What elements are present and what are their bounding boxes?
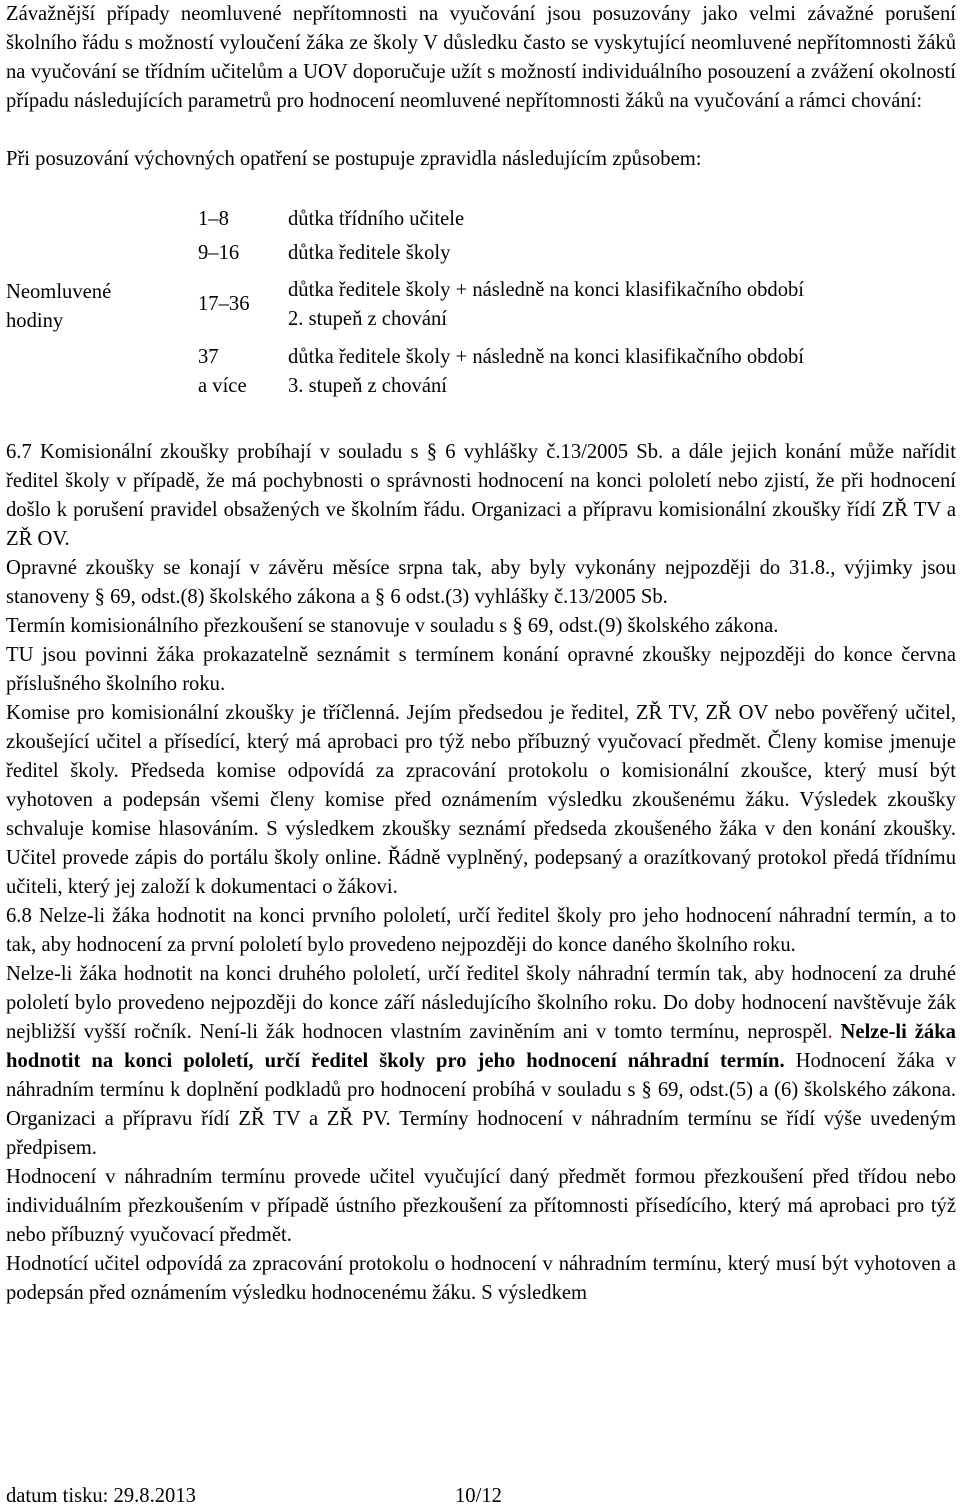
teacher-notice-paragraph: TU jsou povinni žáka prokazatelně seznámit s termínem konání opravné zkoušky nejpozději do konce června příslušného školního roku.	[6, 644, 956, 695]
protocol-paragraph: Hodnotící učitel odpovídá za zpracování protokolu o hodnocení v náhradním termínu, který musí být vyhotoven a podepsán před oznámením výsledku hodnocenému žáku. S výsledkem	[6, 1253, 956, 1304]
commission-paragraph: Komise pro komisionální zkoušky je tříčlenná. Jejím předsedou je ředitel, ZŘ TV, ZŘ OV nebo pověřený učitel, zkoušející učitel a přísedící, který má aprobaci pro týž nebo příbuzný vyučovací předmět. Členy komise jmenuje ředitel školy. Předseda komise odpovídá za zpracování protokolu o komisionální zkoušce, který musí být vyhotoven a podepsán všemi členy komise před oznámením výsledku zkoušenému žáku. Výsledek zkoušky schvaluje komise hlasováním. S výsledkem zkoušky seznámí předseda zkoušeného žáka v den konání zkoušky. Učitel provede zápis do portálu školy online. Řádně vyplněný, podepsaný a orazítkovaný protokol předá třídnímu učiteli, který jej založí k dokumentaci o žákovi.	[6, 702, 956, 898]
document-page	[6, 0, 956, 1308]
table-measure: důtka ředitele školy + následně na konci klasifikačního období 3. stupeň z chování	[288, 346, 805, 397]
print-date: datum tisku: 29.8.2013	[6, 1485, 196, 1507]
table-measure: důtka ředitele školy + následně na konci klasifikačního období 2. stupeň z chování	[288, 279, 805, 330]
table-measure: důtka ředitele školy	[288, 242, 451, 264]
table-measure: důtka třídního učitele	[288, 208, 465, 230]
retest-date-paragraph: Termín komisionálního přezkoušení se stanovuje v souladu s § 69, odst.(9) školského zákona.	[6, 615, 779, 637]
table-range: 17–36	[198, 293, 250, 315]
retake-exam-paragraph: Opravné zkoušky se konají v závěru měsíce srpna tak, aby byly vykonány nejpozději do 31.8., výjimky jsou stanoveny § 69, odst.(8) školského zákona a § 6 odst.(3) vyhlášky č.13/2005 Sb.	[6, 557, 956, 608]
table-range: 1–8	[198, 208, 229, 230]
page-number: 10/12	[455, 1485, 502, 1507]
absence-measures-table	[6, 204, 956, 414]
intro-paragraph: Závažnější případy neomluvené nepřítomnosti na vyučování jsou posuzovány jako velmi závažné porušení školního řádu s možností vyloučení žáka ze školy V důsledku často se vyskytující neomluvené nepřítomnosti žáků na vyučování se třídním učitelům a UOV doporučuje užít s možností individuálního posouzení a zvážení okolností případu následujících parametrů pro hodnocení neomluvené nepřítomnosti žáků na vyučování a rámci chování:	[6, 3, 956, 112]
table-row-label: Neomluvené hodiny	[6, 281, 112, 332]
section-6-8-paragraph: 6.8 Nelze-li žáka hodnotit na konci prvního pololetí, určí ředitel školy pro jeho hodnocení náhradní termín, a to tak, aby hodnocení za první pololetí bylo provedeno nejpozději do konce daného školního roku.	[6, 905, 956, 956]
table-range: 37 a více	[198, 346, 247, 397]
second-term-paragraph: Nelze-li žáka hodnotit na konci druhého pololetí, určí ředitel školy náhradní termín tak, aby hodnocení za druhé pololetí bylo provedeno nejpozději do konce září následujícího školního roku. Do doby hodnocení navštěvuje žák nejbližší vyšší ročník. Není-li žák hodnocen vlastním zaviněním ani v tomto termínu, neprospěl. Nelze-li žáka hodnotit na konci pololetí, určí ředitel školy pro jeho hodnocení náhradní termín. Hodnocení žáka v náhradním termínu k doplnění podkladů pro hodnocení probíhá v souladu s § 69, odst.(5) a (6) školského zákona. Organizaci a přípravu řídí ZŘ TV a ZŘ PV. Termíny hodnocení v náhradním termínu se řídí výše uvedeným předpisem.	[6, 963, 956, 1159]
substitute-assessment-paragraph: Hodnocení v náhradním termínu provede učitel vyučující daný předmět formou přezkoušení před třídou nebo individuálním přezkoušením v případě ústního přezkoušení za přítomnosti přísedícího, který má aprobaci pro týž nebo příbuzný vyučovací předmět.	[6, 1166, 956, 1246]
table-range: 9–16	[198, 242, 240, 264]
procedure-lead: Při posuzování výchovných opatření se postupuje zpravidla následujícím způsobem:	[6, 148, 702, 170]
section-6-7-paragraph: 6.7 Komisionální zkoušky probíhají v souladu s § 6 vyhlášky č.13/2005 Sb. a dále jejich konání může nařídit ředitel školy v případě, že má pochybnosti o správnosti hodnocení na konci pololetí nebo zjistí, že při hodnocení došlo k porušení pravidel obsažených ve školním řádu. Organizaci a přípravu komisionální zkoušky řídí ZŘ TV a ZŘ OV.	[6, 441, 957, 550]
